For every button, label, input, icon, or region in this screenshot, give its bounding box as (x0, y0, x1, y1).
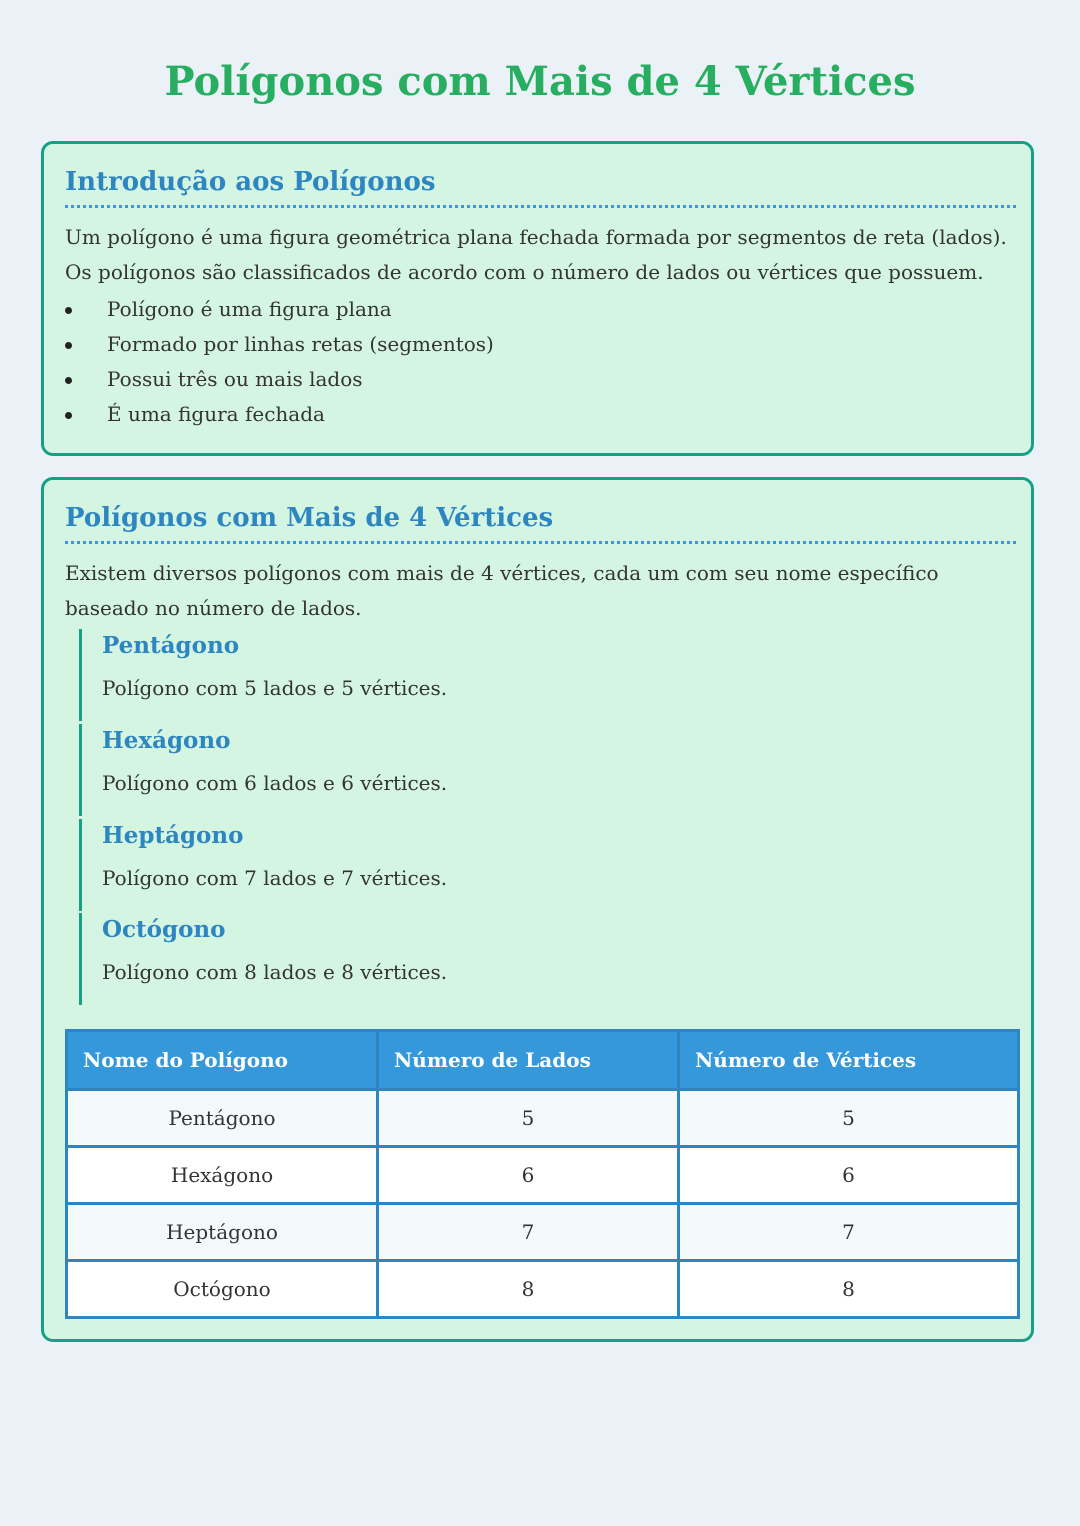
table-cell: Pentágono (67, 1090, 378, 1147)
page-title: Polígonos com Mais de 4 Vértices (164, 58, 916, 105)
polygon-description: Polígono com 8 lados e 8 vértices. (102, 960, 448, 984)
polygon-item-hexagono (79, 724, 782, 816)
bullet-text: É uma figura fechada (107, 402, 325, 426)
table-cell: 6 (679, 1147, 1019, 1204)
polygon-description: Polígono com 6 lados e 6 vértices. (102, 771, 448, 795)
intro-paragraph-1: Um polígono é uma figura geométrica plana fechada formada por segmentos de reta (lados). (65, 225, 1007, 249)
table-row (67, 1090, 1019, 1147)
table-row (67, 1261, 1019, 1318)
polygons-paragraph-2: baseado no número de lados. (65, 596, 362, 620)
bullet-text: Formado por linhas retas (segmentos) (107, 332, 494, 356)
bullet-text: Polígono é uma figura plana (107, 297, 392, 321)
table-header-row (67, 1031, 1019, 1090)
polygon-description: Polígono com 5 lados e 5 vértices. (102, 676, 448, 700)
bullet-item (65, 362, 494, 397)
table-row (67, 1147, 1019, 1204)
bullet-item (65, 397, 494, 432)
table-cell: 8 (679, 1261, 1019, 1318)
polygons-heading: Polígonos com Mais de 4 Vértices (65, 501, 1016, 544)
bullet-dot-icon (65, 377, 72, 384)
table-cell: 6 (378, 1147, 679, 1204)
column-header-name: Nome do Polígono (67, 1031, 378, 1090)
intro-card (41, 141, 1034, 456)
polygon-item-pentagono (79, 629, 782, 721)
column-header-vertices: Número de Vértices (679, 1031, 1019, 1090)
table-cell: 5 (679, 1090, 1019, 1147)
table-cell: 5 (378, 1090, 679, 1147)
table-row (67, 1204, 1019, 1261)
table-cell: 8 (378, 1261, 679, 1318)
table-cell: 7 (679, 1204, 1019, 1261)
bullet-dot-icon (65, 342, 72, 349)
bullet-item (65, 292, 494, 327)
polygon-name: Heptágono (102, 822, 244, 849)
polygons-paragraph-1: Existem diversos polígonos com mais de 4 vértices, cada um com seu nome específico (65, 561, 939, 585)
intro-heading: Introdução aos Polígonos (65, 165, 1016, 208)
column-header-sides: Número de Lados (378, 1031, 679, 1090)
bullet-text: Possui três ou mais lados (107, 367, 363, 391)
polygon-name: Hexágono (102, 727, 231, 754)
table-cell: Octógono (67, 1261, 378, 1318)
polygons-card (41, 477, 1034, 1342)
table-cell: Heptágono (67, 1204, 378, 1261)
polygon-description: Polígono com 7 lados e 7 vértices. (102, 866, 448, 890)
bullet-item (65, 327, 494, 362)
polygon-name: Octógono (102, 916, 226, 943)
polygons-table (65, 1029, 1020, 1319)
polygon-item-heptagono (79, 819, 782, 911)
intro-bullet-list (65, 292, 494, 432)
polygon-item-octogono (79, 913, 782, 1005)
table-cell: 7 (378, 1204, 679, 1261)
bullet-dot-icon (65, 307, 72, 314)
bullet-dot-icon (65, 412, 72, 419)
polygon-name: Pentágono (102, 632, 240, 659)
intro-paragraph-2: Os polígonos são classificados de acordo com o número de lados ou vértices que possuem. (65, 260, 984, 284)
table-cell: Hexágono (67, 1147, 378, 1204)
